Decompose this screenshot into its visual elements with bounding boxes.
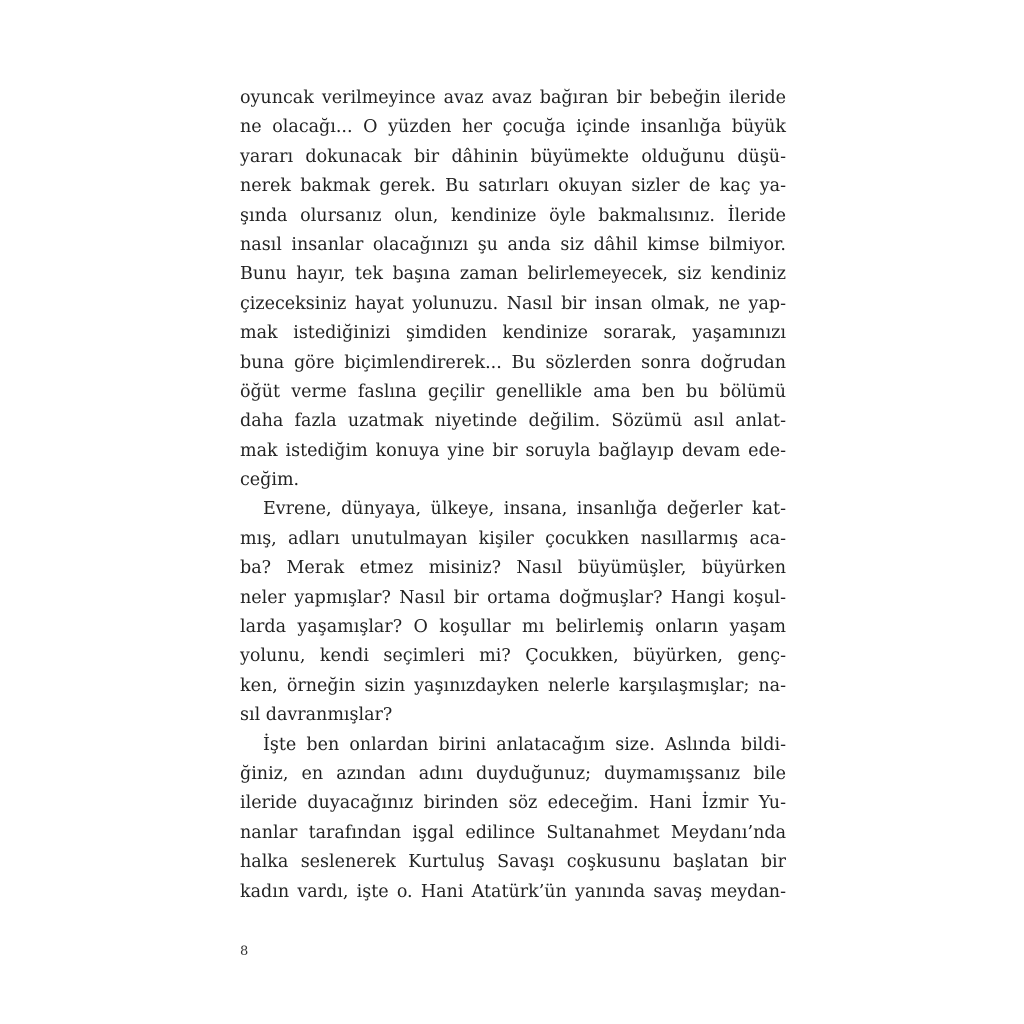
text-line: ken, örneğin sizin yaşınızdayken nelerle karşılaşmışlar; na- [240,675,786,696]
text-line: ceğim. [240,470,300,491]
text-line: mak istediğinizi şimdiden kendinize sorarak, yaşamınızı [240,323,786,344]
text-line: ğiniz, en azından adını duyduğunuz; duymamışsanız bile [240,763,786,784]
text-line: ileride duyacağınız birinden söz edeceğim. Hani İzmir Yu- [240,793,786,814]
paragraph-1 [240,84,786,495]
paragraph-3 [240,731,786,907]
text-line: nerek bakmak gerek. Bu satırları okuyan sizler de kaç ya- [240,176,786,197]
text-line: Bunu hayır, tek başına zaman belirlemeyecek, siz kendiniz [240,264,786,285]
text-line: yararı dokunacak bir dâhinin büyümekte olduğunu düşü- [240,146,786,167]
text-line: sıl davranmışlar? [240,705,393,726]
text-line: mış, adları unutulmayan kişiler çocukken nasıllarmış aca- [240,528,786,549]
text-line: neler yapmışlar? Nasıl bir ortama doğmuşlar? Hangi koşul- [240,587,786,608]
text-line: ne olacağı... O yüzden her çocuğa içinde insanlığa büyük [240,117,786,138]
text-line: larda yaşamışlar? O koşullar mı belirlemiş onların yaşam [240,617,786,638]
text-line: İşte ben onlardan birini anlatacağım size. Aslında bildi- [263,734,786,755]
text-line: ba? Merak etmez misiniz? Nasıl büyümüşler, büyürken [240,558,786,579]
text-line: çizeceksiniz hayat yolunuzu. Nasıl bir insan olmak, ne yap- [240,293,786,314]
text-line: şında olursanız olun, kendinize öyle bakmalısınız. İleride [240,205,786,226]
text-line: oyuncak verilmeyince avaz avaz bağıran bir bebeğin ileride [240,88,786,108]
text-line: buna göre biçimlendirerek... Bu sözlerden sonra doğrudan [240,352,786,373]
text-line: nanlar tarafından işgal edilince Sultanahmet Meydanı’nda [240,822,786,843]
text-line: kadın vardı, işte o. Hani Atatürk’ün yanında savaş meydan- [240,881,786,902]
page-number: 8 [240,944,249,959]
body-text [240,84,786,907]
text-line: nasıl insanlar olacağınızı şu anda siz dâhil kimse bilmiyor. [240,234,786,255]
text-line: Evrene, dünyaya, ülkeye, insana, insanlığa değerler kat- [263,499,786,520]
text-line: öğüt verme faslına geçilir genellikle ama ben bu bölümü [240,381,786,402]
text-line: yolunu, kendi seçimleri mi? Çocukken, büyürken, genç- [240,646,786,667]
text-line: mak istediğim konuya yine bir soruyla bağlayıp devam ede- [240,440,786,461]
text-line: daha fazla uzatmak niyetinde değilim. Sözümü asıl anlat- [240,411,786,432]
text-line: halka seslenerek Kurtuluş Savaşı coşkusunu başlatan bir [240,852,786,873]
paragraph-2 [240,495,786,730]
